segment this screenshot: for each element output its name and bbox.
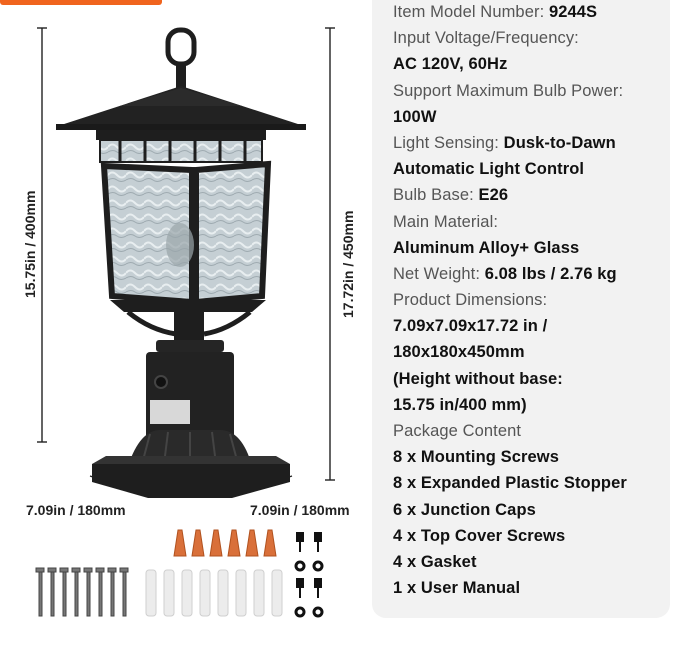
spec-dimensions-value-3: (Height without base: (393, 369, 563, 388)
top-cover-screws (296, 532, 322, 598)
junction-caps (174, 530, 276, 556)
package-item: 4 x Gasket (393, 552, 477, 571)
plastic-stoppers (146, 570, 282, 616)
post-lamp (56, 30, 306, 498)
spec-material-value: Aluminum Alloy+ Glass (393, 238, 580, 257)
height-dimension-line-left (37, 28, 47, 442)
package-item: 8 x Mounting Screws (393, 448, 560, 467)
spec-weight: Net Weight: 6.08 lbs / 2.76 kg (393, 264, 617, 283)
spec-dimensions-value-2: 180x180x450mm (393, 343, 525, 362)
spec-power-label: Support Maximum Bulb Power: (393, 81, 624, 100)
mounting-screws (36, 568, 128, 616)
spec-package-label: Package Content (393, 422, 522, 440)
base-width-left-label: 7.09in / 180mm (26, 502, 126, 518)
spec-dimensions-value-4: 15.75 in/400 mm) (393, 395, 527, 414)
base-width-right-label: 7.09in / 180mm (250, 502, 350, 518)
spec-dimensions-label: Product Dimensions: (393, 291, 548, 310)
package-item: 1 x User Manual (393, 579, 521, 598)
height-dimension-line-right (325, 28, 335, 480)
spec-voltage-label: Input Voltage/Frequency: (393, 29, 579, 48)
spec-power-value: 100W (393, 107, 437, 126)
package-item: 4 x Top Cover Screws (393, 526, 566, 545)
spec-model: Item Model Number: 9244S (393, 3, 598, 21)
height-total-label: 17.72in / 450mm (340, 210, 356, 318)
spec-list (393, 0, 683, 601)
height-without-base-label: 15.75in / 400mm (22, 190, 38, 298)
spec-bulb-base: Bulb Base: E26 (393, 186, 509, 205)
package-item: 6 x Junction Caps (393, 500, 536, 519)
spec-material-label: Main Material: (393, 212, 499, 231)
spec-sensing-value-cont: Automatic Light Control (393, 160, 585, 179)
spec-voltage-value: AC 120V, 60Hz (393, 55, 508, 74)
spec-dimensions-value-1: 7.09x7.09x17.72 in / (393, 317, 548, 336)
spec-sensing: Light Sensing: Dusk-to-Dawn (393, 133, 616, 152)
package-item: 8 x Expanded Plastic Stopper (393, 474, 627, 493)
